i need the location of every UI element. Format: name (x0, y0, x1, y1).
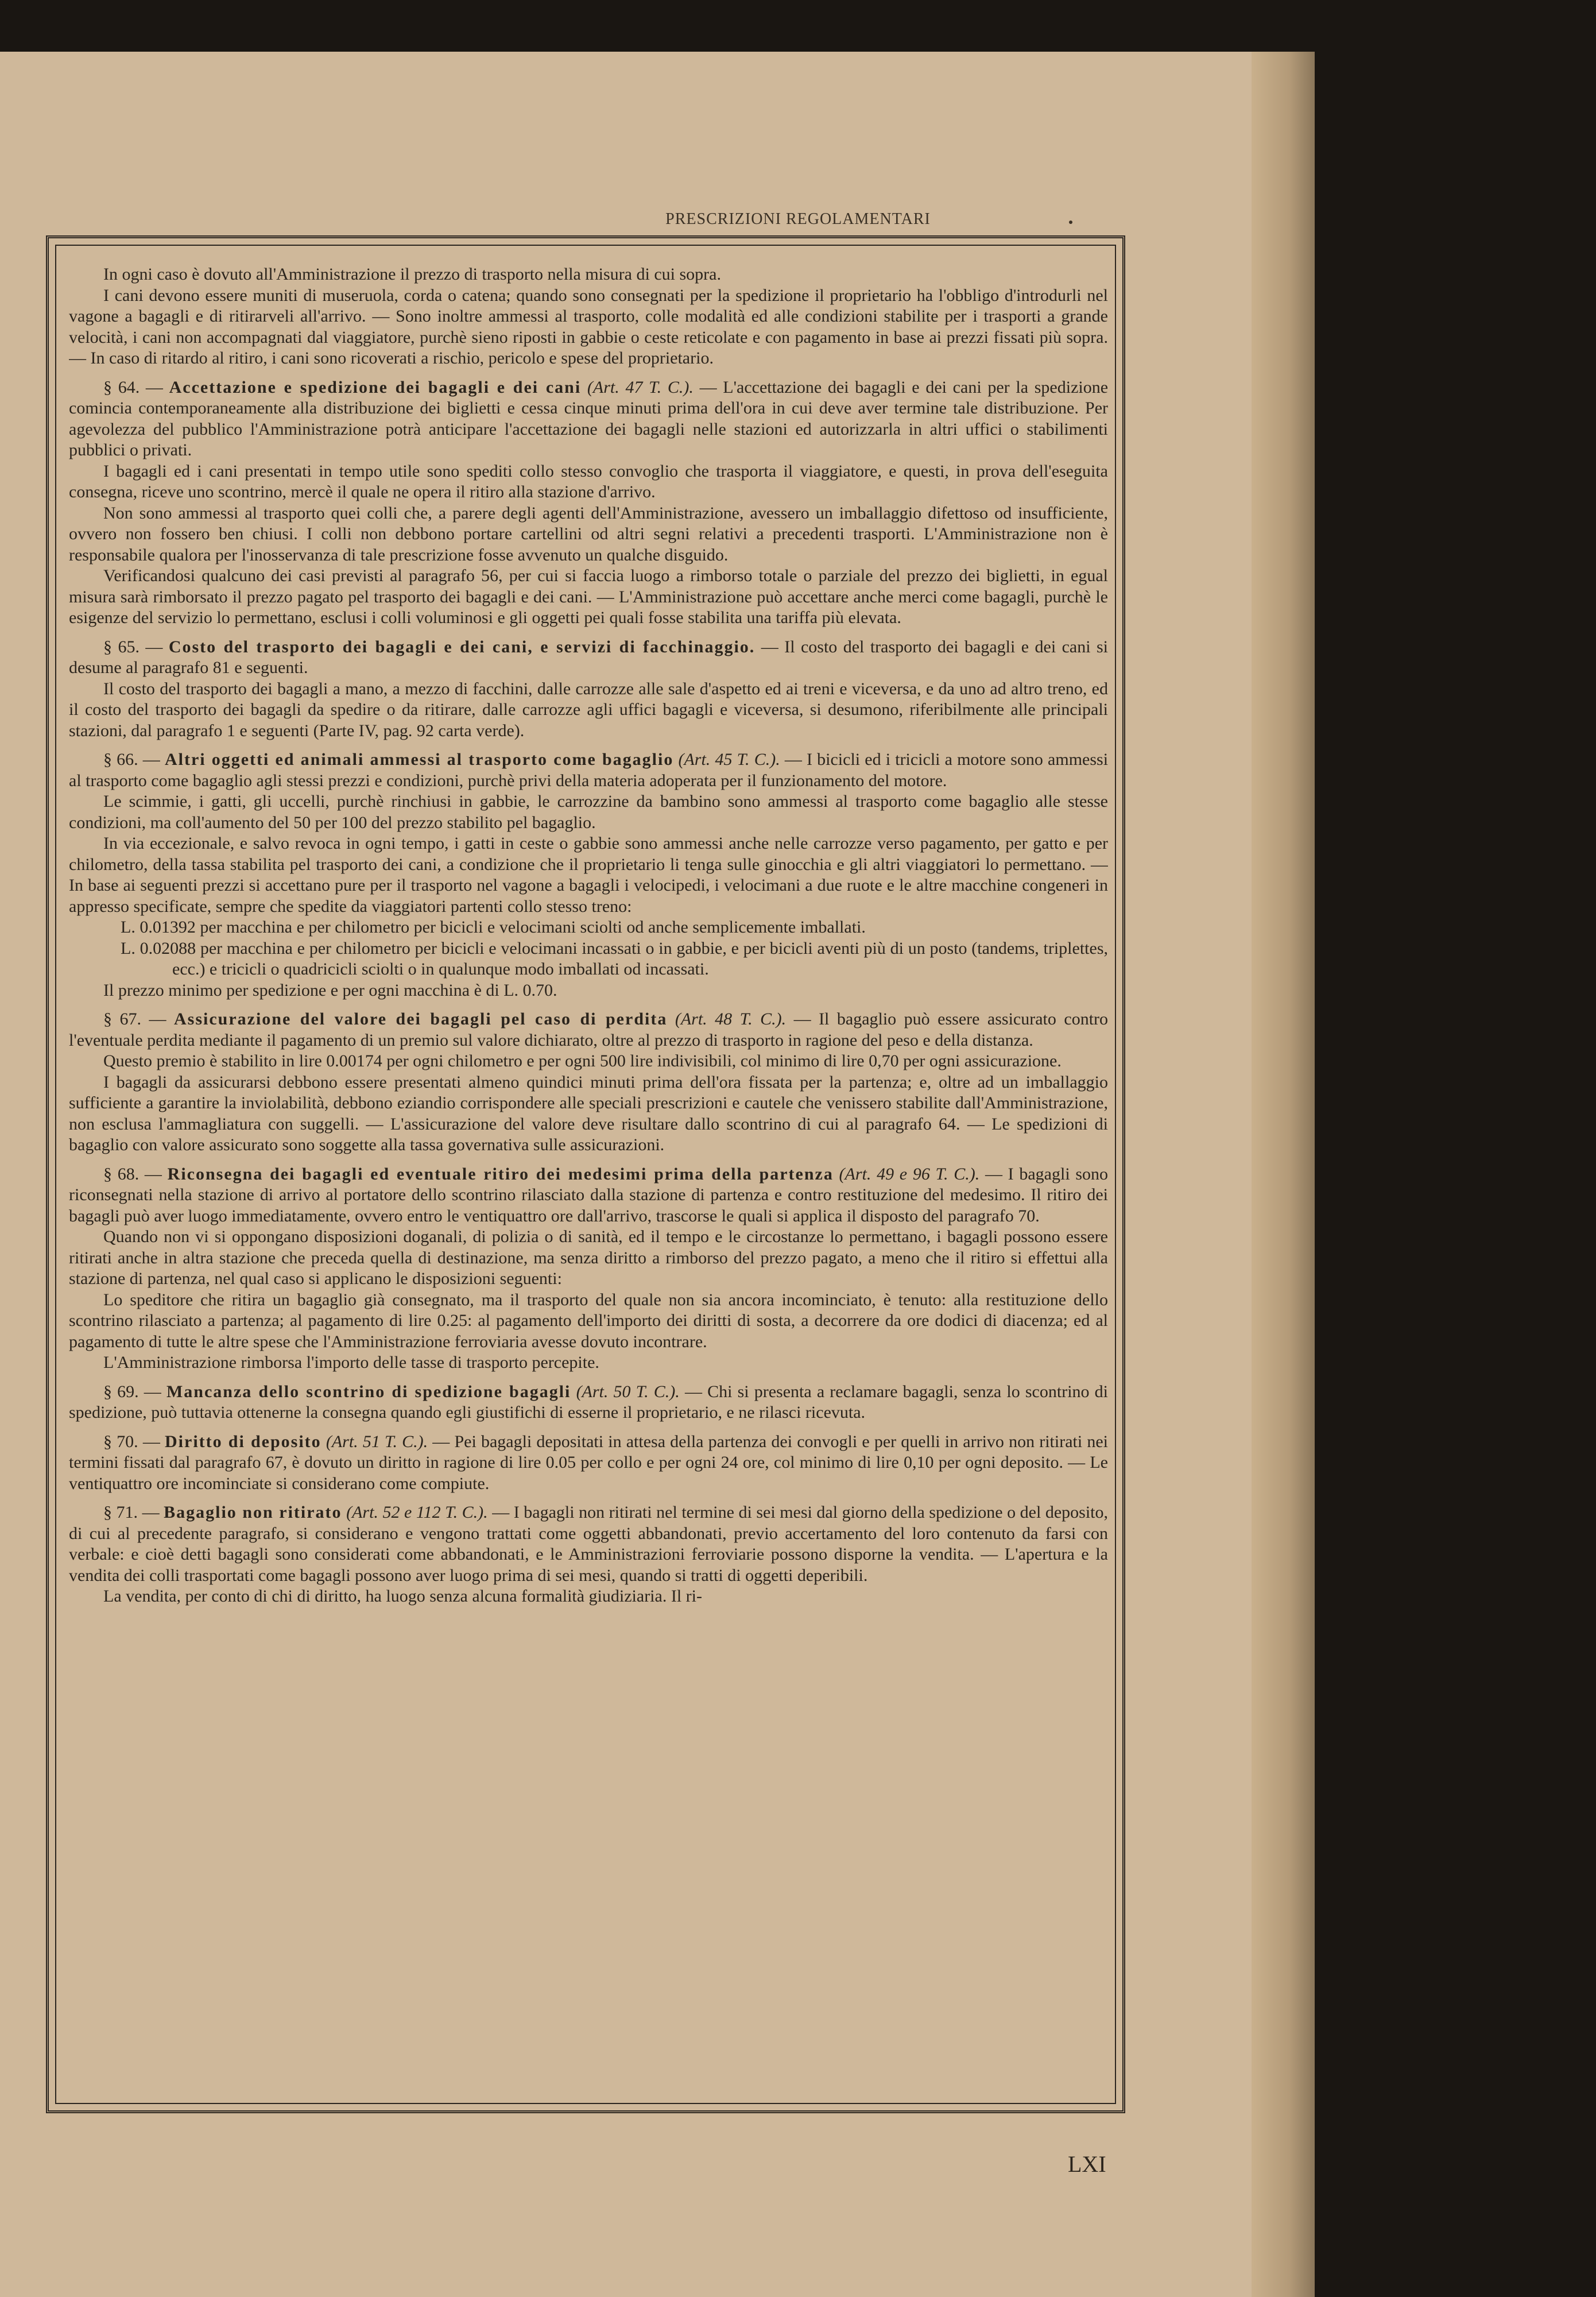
section-text: — Chi si presenta a reclamare bagagli, senza lo scontrino di spedizione, può tuttavia ottenerne la consegna quando egli giustifichi di esserne il proprietario, e ne rilasci ricevuta. (69, 1382, 1108, 1422)
page-edge (1252, 52, 1315, 2297)
section-title: Altri oggetti ed animali ammessi al trasporto come bagaglio (164, 750, 674, 769)
section-title: Riconsegna dei bagagli ed eventuale ritiro dei medesimi prima della partenza (167, 1164, 834, 1184)
section-text: — I bagagli non ritirati nel termine di sei mesi dal giorno della spedizione o del deposito, di cui al precedente paragrafo, si considerano e vengono trattati come oggetti abbandonati, previo accertamento del loro contenuto da farsi con verbale: e cioè detti bagagli sono considerati come abbandonati, e le Amministrazioni ferroviarie possono disporne la vendita. — L'apertura e la vendita dei colli trasportati come bagagli possono aver luogo prima di sei mesi, quando si tratti di oggetti deperibili. (69, 1503, 1108, 1585)
paragraph: Questo premio è stabilito in lire 0.00174 per ogni chilometro e per ogni 500 lire indivisibili, col minimo di lire 0,70 per ogni assicurazione. (103, 1051, 1062, 1070)
section-title: Costo del trasporto dei bagagli e dei cani, e servizi di facchinaggio. (168, 637, 756, 656)
section-title: Accettazione e spedizione dei bagagli e dei cani (169, 377, 582, 397)
head-dot (1069, 221, 1072, 224)
section-66 (69, 749, 1108, 791)
paragraph: Il prezzo minimo per spedizione e per ogni macchina è di L. 0.70. (103, 980, 557, 1000)
section-text: — Pei bagagli depositati in attesa della partenza dei convogli e per quelli in arrivo non ritirati nei termini fissati dal paragrafo 67, è dovuto un diritto in ragione di lire 0.05 per collo e per ogni 24 ore, col minimo di lire 0,10 per ogni deposito. — Le ventiquattro ore incominciate si considerano come compiute. (69, 1432, 1108, 1493)
paragraph: Lo speditore che ritira un bagaglio già consegnato, ma il trasporto del quale non sia ancora incominciato, è tenuto: alla restituzione dello scontrino rilasciato a partenza; al pagamento di lire 0.25: al pagamento dell'importo dei diritti di sosta, a decorrere da ore dodici di diacenza; ed al pagamento di tutte le altre spese che l'Amministrazione ferroviaria avesse dovuto incontrare. (69, 1290, 1108, 1351)
section-text: — I bicicli ed i tricicli a motore sono ammessi al trasporto come bagaglio agli stessi prezzi e condizioni, purchè privi della materia adoperata per il funzionamento del motore. (69, 750, 1108, 790)
section-70 (69, 1432, 1108, 1495)
section-ref: (Art. 47 T. C.). (587, 377, 694, 397)
section-ref: (Art. 45 T. C.). (678, 750, 780, 769)
section-69 (69, 1382, 1108, 1424)
section-number: § 64. — (103, 377, 163, 397)
section-ref: (Art. 52 e 112 T. C.). (346, 1503, 488, 1522)
section-67 (69, 1009, 1108, 1051)
section-71 (69, 1502, 1108, 1586)
paragraph: Non sono ammessi al trasporto quei colli che, a parere degli agenti dell'Amministrazione, avessero un imballaggio difettoso od insufficiente, ovvero non fossero ben chiusi. I colli non debbono portare cartellini od altri segni relativi a precedenti trasporti. L'Amministrazione non è responsabile qualora per l'inosservanza di tale prescrizione fosse avvenuto un qualche disguido. (69, 503, 1108, 564)
paragraph: Le scimmie, i gatti, gli uccelli, purchè rinchiusi in gabbie, le carrozzine da bambino sono ammessi al trasporto come bagaglio alle stesse condizioni, ma coll'aumento del 50 per 100 del prezzo stabilito pel bagaglio. (69, 792, 1108, 832)
section-title: Assicurazione del valore dei bagagli pel caso di perdita (173, 1010, 668, 1028)
section-number: § 67. — (103, 1010, 166, 1028)
section-68 (69, 1164, 1108, 1227)
paragraph: I bagagli ed i cani presentati in tempo utile sono spediti collo stesso convoglio che trasporta il viaggiatore, e questi, in prova dell'eseguita consegna, riceve uno scontrino, mercè il quale ne opera il ritiro alla stazione d'arrivo. (69, 461, 1108, 501)
paragraph: La vendita, per conto di chi di diritto, ha luogo senza alcuna formalità giudiziaria. Il ri- (103, 1587, 702, 1606)
section-title: Bagaglio non ritirato (164, 1503, 342, 1522)
section-ref: (Art. 51 T. C.). (326, 1432, 428, 1451)
tariff-line: L. 0.02088 per macchina e per chilometro per bicicli e velocimani incassati o in gabbie, e per bicicli aventi più di un posto (tandems, triplettes, ecc.) e tricicli o quadricicli sciolti o in qualunque modo imballati od incassati. (121, 938, 1108, 979)
section-number: § 71. — (103, 1503, 160, 1522)
section-text: — Il bagaglio può essere assicurato contro l'eventuale perdita mediante il pagamento di un premio sul valore dichiarato, oltre al prezzo di trasporto in ragione del peso e della distanza. (69, 1010, 1108, 1050)
section-title: Mancanza dello scontrino di spedizione bagagli (166, 1382, 571, 1401)
tariff-line: L. 0.01392 per macchina e per chilometro per bicicli e velocimani sciolti od anche semplicemente imballati. (121, 918, 866, 937)
running-head: PRESCRIZIONI REGOLAMENTARI (665, 210, 931, 228)
page-number: LXI (1068, 2151, 1106, 2177)
paragraph: I bagagli da assicurarsi debbono essere presentati almeno quindici minuti prima dell'ora fissata per la partenza; e, oltre ad un imballaggio sufficiente a garantire la inviolabilità, debbono eziandio corrispondere alle speciali prescrizioni e cautele che venissero stabilite dall'Amministrazione, non esclusa l'ammagliatura con suggelli. — L'assicurazione del valore deve risultare dallo scontrino di cui al paragrafo 64. — Le spedizioni di bagaglio con valore assicurato sono soggette alla tassa governativa sulle assicurazioni. (69, 1072, 1108, 1154)
section-ref: (Art. 48 T. C.). (675, 1010, 787, 1028)
section-number: § 69. — (103, 1382, 161, 1401)
paragraph: In ogni caso è dovuto all'Amministrazione il prezzo di trasporto nella misura di cui sopra. (103, 265, 721, 284)
section-number: § 65. — (103, 637, 163, 656)
section-number: § 70. — (103, 1432, 160, 1451)
section-number: § 66. — (103, 750, 160, 769)
section-number: § 68. — (103, 1164, 162, 1184)
paragraph: Verificandosi qualcuno dei casi previsti al paragrafo 56, per cui si faccia luogo a rimborso totale o parziale del prezzo dei biglietti, in egual misura sarà rimborsato il prezzo pagato pel trasporto dei bagagli e dei cani. — L'Amministrazione può accettare anche merci come bagagli, purchè le esigenze del servizio lo permettano, esclusi i colli voluminosi e gli oggetti pei quali fosse stabilita una tariffa più elevata. (69, 566, 1108, 627)
paragraph: In via eccezionale, e salvo revoca in ogni tempo, i gatti in ceste o gabbie sono ammessi anche nelle carrozze verso pagamento, per gatto e per chilometro, della tassa stabilita pel trasporto dei cani, a condizione che il proprietario li tenga sulle ginocchia e gli altri viaggiatori lo permettano. — In base ai seguenti prezzi si accettano pure per il trasporto nel vagone a bagagli i velocipedi, i velocimani a due ruote e le altre macchine congeneri in appresso specificate, sempre che spedite da viaggiatori partenti collo stesso treno: (69, 834, 1108, 916)
section-text: — Il costo del trasporto dei bagagli e dei cani si desume al paragrafo 81 e seguenti. (69, 637, 1108, 677)
paragraph: Quando non vi si oppongano disposizioni doganali, di polizia o di sanità, ed il tempo e le circostanze lo permettano, i bagagli possono essere ritirati anche in altra stazione che preceda quella di destinazione, ma senza diritto a rimborso del prezzo pagato, a meno che il ritiro si effettui alla stazione di partenza, nel qual caso si applicano le disposizioni seguenti: (69, 1227, 1108, 1288)
section-ref: (Art. 49 e 96 T. C.). (839, 1164, 980, 1184)
section-title: Diritto di deposito (165, 1432, 321, 1451)
section-64 (69, 377, 1108, 461)
section-text: — I bagagli sono riconsegnati nella stazione di arrivo al portatore dello scontrino rilasciato dalla stazione di partenza e contro restituzione del medesimo. Il ritiro dei bagagli può aver luogo immediatamente, ovvero entro le ventiquattro ore dall'arrivo, trascorse le quali si applica il disposto del paragrafo 70. (69, 1164, 1108, 1225)
section-65 (69, 637, 1108, 679)
text-body (69, 264, 1108, 2102)
paragraph: L'Amministrazione rimborsa l'importo delle tasse di trasporto percepite. (103, 1353, 599, 1372)
paragraph: I cani devono essere muniti di museruola, corda o catena; quando sono consegnati per la spedizione il proprietario ha l'obbligo d'introdurli nel vagone a bagagli e di ritirarveli all'arrivo. — Sono inoltre ammessi al trasporto, colle modalità ed alle condizioni stabilite per i trasporti a grande velocità, i cani non accompagnati dal viaggiatore, purchè sieno riposti in gabbie o ceste reticolate e con pagamento in base ai prezzi fissati più sopra. — In caso di ritardo al ritiro, i cani sono ricoverati a rischio, pericolo e spese del proprietario. (69, 285, 1108, 368)
paragraph: Il costo del trasporto dei bagagli a mano, a mezzo di facchini, dalle carrozze alle sale d'aspetto ed ai treni e viceversa, e da uno ad altro treno, ed il costo del trasporto dei bagagli da spedire o da ritirare, dalle carrozze agli uffici bagagli e viceversa, si desumono, riferibilmente alle principali stazioni, dal paragrafo 1 e seguenti (Parte IV, pag. 92 carta verde). (69, 679, 1108, 740)
section-ref: (Art. 50 T. C.). (576, 1382, 680, 1401)
section-text: — L'accettazione dei bagagli e dei cani per la spedizione comincia contemporaneamente alla distribuzione dei biglietti e cessa cinque minuti prima dell'ora in cui deve aver termine tale distribuzione. Per agevolezza del pubblico l'Amministrazione potrà anticipare l'accettazione dei bagagli nelle stazioni ed autorizzarla in altri uffici o stabilimenti pubblici o privati. (69, 377, 1108, 459)
